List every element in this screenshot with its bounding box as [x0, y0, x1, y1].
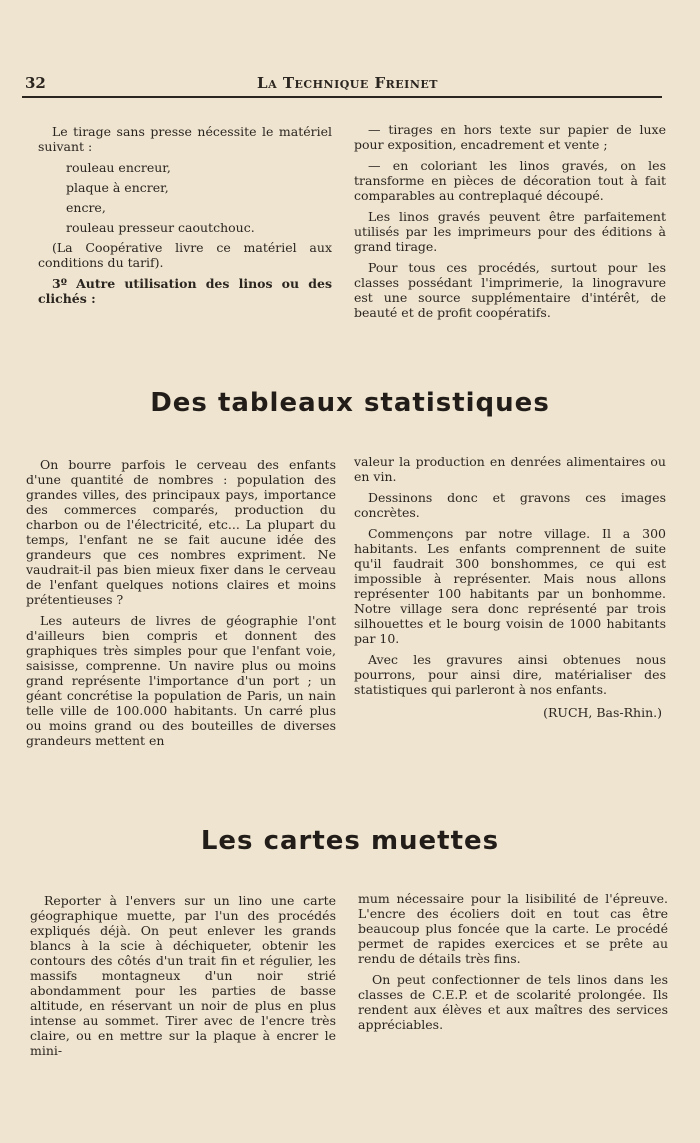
paragraph: Pour tous ces procédés, surtout pour les classes possédant l'imprimerie, la linogravure est une source supplémentaire d'intérêt, de beauté et de profit coopératifs. [354, 260, 666, 320]
materials-intro: Le tirage sans presse nécessite le matériel suivant : [38, 124, 332, 154]
page-number: 32 [25, 74, 46, 92]
paragraph: On peut confectionner de tels linos dans les classes de C.E.P. et de scolarité prolongée. Ils rendent aux élèves et aux maîtres des services appréciables. [358, 972, 668, 1032]
author-signature: (RUCH, Bas-Rhin.) [543, 705, 662, 720]
numbered-heading: 3º Autre utilisation des linos ou des clichés : [38, 276, 332, 306]
material-item: plaque à encrer, [66, 180, 169, 195]
maps-left-column [30, 893, 336, 1064]
statistics-left-column [26, 457, 336, 754]
paragraph: — tirages en hors texte sur papier de luxe pour exposition, encadrement et vente ; [354, 122, 666, 152]
paragraph: valeur la production en denrées alimentaires ou en vin. [354, 454, 666, 484]
paragraph: Dessinons donc et gravons ces images concrètes. [354, 490, 666, 520]
paragraph: mum nécessaire pour la lisibilité de l'épreuve. L'encre des écoliers doit en tout cas être beaucoup plus foncée que la carte. Le procédé permet de rapides exercices et se prête au rendu de détails très fins. [358, 891, 668, 966]
running-header: La Technique Freinet [257, 74, 438, 92]
paragraph: — en coloriant les linos gravés, on les transforme en pièces de décoration tout à fait comparables au contreplaqué découpé. [354, 158, 666, 203]
paragraph: Avec les gravures ainsi obtenues nous pourrons, pour ainsi dire, matérialiser des statistiques qui parleront à nos enfants. [354, 652, 666, 697]
paragraph: Les linos gravés peuvent être parfaitement utilisés par les imprimeurs pour des éditions à grand tirage. [354, 209, 666, 254]
cooperative-note: (La Coopérative livre ce matériel aux conditions du tarif). [38, 240, 332, 270]
material-item: rouleau presseur caoutchouc. [66, 220, 255, 235]
header-rule [22, 96, 662, 98]
section-title-statistics: Des tableaux statistiques [150, 388, 550, 418]
top-left-column [38, 124, 332, 312]
paragraph: Reporter à l'envers sur un lino une carte géographique muette, par l'un des procédés expliqués déjà. On peut enlever les grands blancs à la scie à déchiqueter, obtenir les contours des côtés d'un trait fin et régulier, les massifs montagneux d'un noir strié abondamment pour les parties de basse altitude, en réservant un noir de plus en plus intense au sommet. Tirer avec de l'encre très claire, ou en mettre sur la plaque à encrer le mini- [30, 893, 336, 1058]
paragraph: Les auteurs de livres de géographie l'ont d'ailleurs bien compris et donnent des graphiques très simples pour que l'enfant voie, saisisse, comprenne. Un navire plus ou moins grand représente l'importance d'un port ; un géant concrétise la population de Paris, un nain telle ville de 100.000 habitants. Un carré plus ou moins grand ou des bouteilles de diverses grandeurs mettent en [26, 613, 336, 748]
paragraph: Commençons par notre village. Il a 300 habitants. Les enfants comprennent de suite qu'il faudrait 300 bonshommes, ce qui est impossible à représenter. Mais nous allons représenter 100 habitants par un bonhomme. Notre village sera donc représenté par trois silhouettes et le bourg voisin de 1000 habitants par 10. [354, 526, 666, 646]
paragraph: On bourre parfois le cerveau des enfants d'une quantité de nombres : population des grandes villes, des principaux pays, importance des commerces comparés, production du charbon ou de l'électricité, etc... La plupart du temps, l'enfant ne se fait aucune idée des grandeurs que ces nombres expriment. Ne vaudrait-il pas bien mieux fixer dans le cerveau de l'enfant quelques notions claires et moins prétentieuses ? [26, 457, 336, 607]
statistics-right-column [354, 454, 666, 726]
top-right-column [354, 122, 666, 326]
section-title-blank-maps: Les cartes muettes [200, 826, 500, 856]
material-item: rouleau encreur, [66, 160, 171, 175]
material-item: encre, [66, 200, 106, 215]
maps-right-column [358, 891, 668, 1038]
